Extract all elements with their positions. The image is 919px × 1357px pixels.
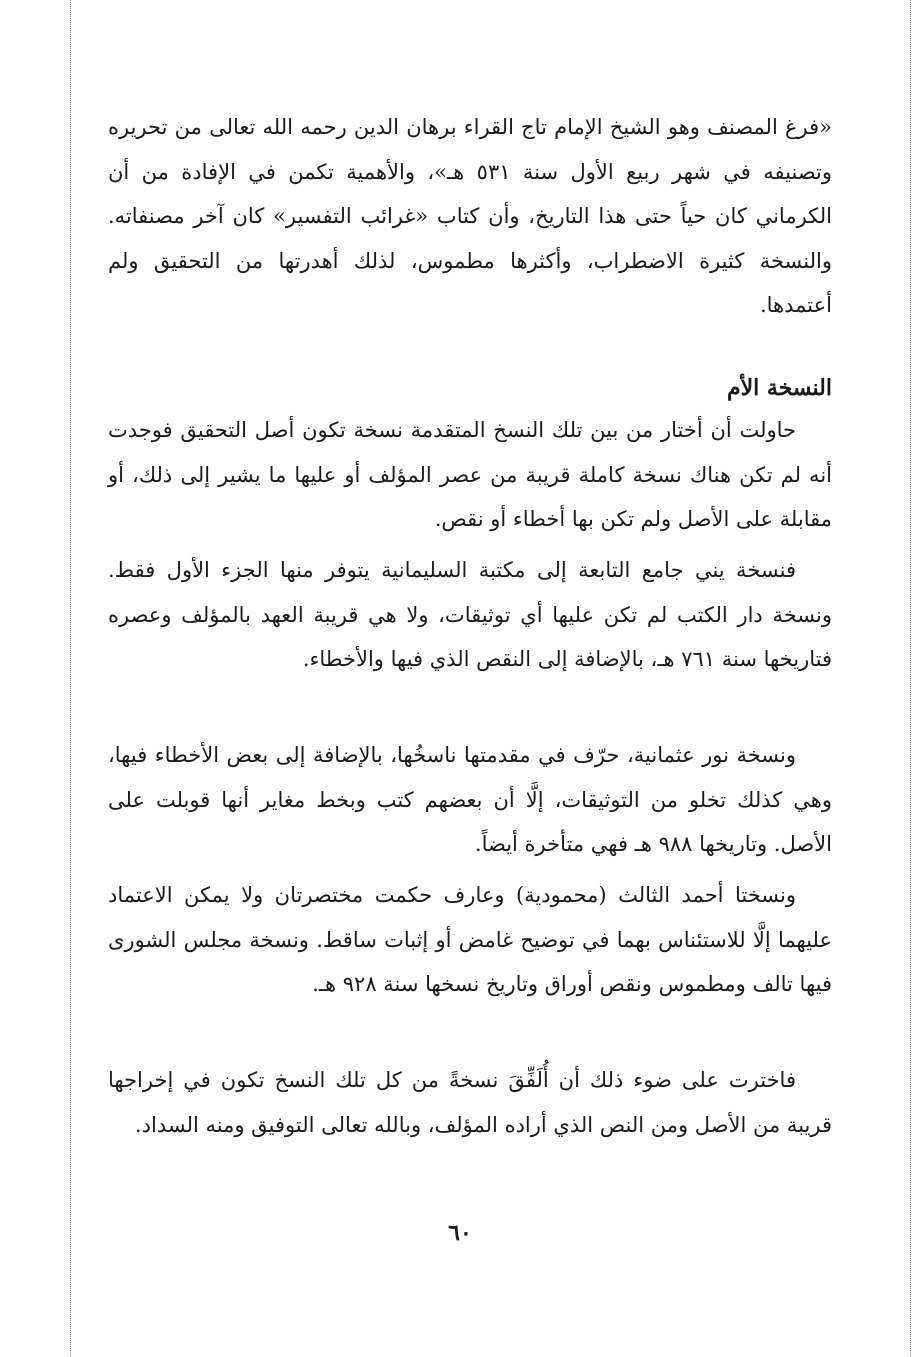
section-heading: النسخة الأم: [726, 375, 832, 401]
paragraph-2: فنسخة يني جامع التابعة إلى مكتبة السليمانية يتوفر منها الجزء الأول فقط. ونسخة دار الكتب لم تكن عليها أي توثيقات، ولا هي قريبة العهد بالمؤلف وعصره فتاريخها سنة ٧٦١ هـ، بالإضافة إلى النقص الذي فيها والأخطاء.: [108, 558, 832, 671]
paragraph-4: ونسختا أحمد الثالث (محمودية) وعارف حكمت مختصرتان ولا يمكن الاعتماد عليهما إلَّا للاستئناس بهما في توضيح غامض أو إثبات ساقط. ونسخة مجلس الشورى فيها تالف ومطموس ونقص أوراق وتاريخ نسخها سنة ٩٢٨ هـ.: [108, 883, 832, 996]
paragraph-3: ونسخة نور عثمانية، حرّف في مقدمتها ناسخُها، بالإضافة إلى بعض الأخطاء فيها، وهي كذلك تخلو من التوثيقات، إلَّا أن بعضهم كتب وبخط مغاير أنها قوبلت على الأصل. وتاريخها ٩٨٨ هـ فهي متأخرة أيضاً.: [108, 743, 832, 856]
intro-paragraph: «فرغ المصنف وهو الشيخ الإمام تاج القراء برهان الدين رحمه الله تعالى من تحريره وتصنيفه في شهر ربيع الأول سنة ٥٣١ هـ»، والأهمية تكمن في الإفادة من أن الكرماني كان حياً حتى هذا التاريخ، وأن كتاب «غرائب التفسير» كان آخر مصنفاته. والنسخة كثيرة الاضطراب، وأكثرها مطموس، لذلك أهدرتها من التحقيق ولم أعتمدها.: [108, 115, 833, 317]
right-margin-guide: [910, 0, 911, 1357]
paragraph-5: فاخترت على ضوء ذلك أن أُلَفِّقَ نسخةً من كل تلك النسخ تكون في إخراجها قريبة من الأصل ومن النص الذي أراده المؤلف، وبالله تعالى التوفيق ومنه السداد.: [108, 1068, 832, 1137]
paragraph-1: حاولت أن أختار من بين تلك النسخ المتقدمة نسخة تكون أصل التحقيق فوجدت أنه لم تكن هناك نسخة كاملة قريبة من عصر المؤلف أو عليها ما يشير إلى ذلك، أو مقابلة على الأصل ولم تكن بها أخطاء أو نقص.: [108, 418, 832, 531]
page-number: ٦٠: [448, 1220, 472, 1246]
left-margin-guide: [70, 0, 71, 1357]
